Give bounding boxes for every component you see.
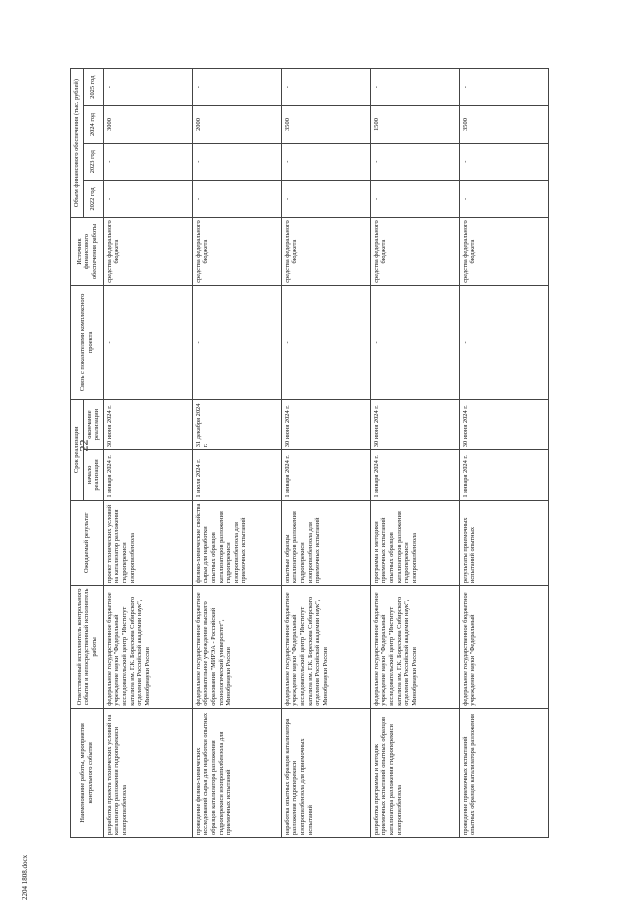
header-period: Срок реализации	[71, 399, 84, 500]
cell-2023: -	[281, 143, 370, 180]
page-number: 22	[76, 439, 91, 452]
cell-link: -	[370, 285, 459, 399]
cell-2023: -	[103, 143, 192, 180]
cell-result: физико-химические свойства сырья для наработки опытных образцов катализаторов разложения гидроперекиси изопропилбензола для приемочных испытаний	[192, 500, 281, 585]
cell-2022: -	[459, 180, 548, 217]
cell-executor: федеральное государственное бюджетное учреждение науки "Федеральный исследовательский центр "Институт катализа им. Г.К. Борескова Сибирского отделения Российской академии наук", Минобрнауки России	[370, 586, 459, 709]
header-executor: Ответственный исполнитель контрольного события и непосредственный исполнитель работы	[71, 586, 104, 709]
cell-2025: -	[281, 69, 370, 106]
cell-2023: -	[192, 143, 281, 180]
header-end: окончание реализации	[83, 399, 103, 449]
cell-result: проект технических условий на катализатор разложения гидроперекиси изопропилбензола	[103, 500, 192, 585]
cell-2023: -	[370, 143, 459, 180]
cell-end: 31 декабря 2024 г.	[192, 399, 281, 449]
table-row	[370, 69, 459, 838]
cell-2024: 1500	[370, 106, 459, 143]
cell-name: проведение приемочных испытаний опытных образцов катализатора разложения	[459, 708, 548, 837]
cell-executor: федеральное государственное бюджетное учреждение науки "Федеральный исследовательский центр "Институт катализа им. Г.К. Борескова Сибирского отделения Российской академии наук", Минобрнауки России	[281, 586, 370, 709]
cell-link: -	[192, 285, 281, 399]
cell-result: опытные образцы катализаторов разложения гидроперекиси изопропилбензола для приемочных испытаний	[281, 500, 370, 585]
cell-link: -	[281, 285, 370, 399]
cell-start: 1 июля 2024 г.	[192, 450, 281, 500]
cell-2024: 2000	[192, 106, 281, 143]
table-row	[281, 69, 370, 838]
cell-link: -	[103, 285, 192, 399]
header-2024: 2024 год	[83, 106, 103, 143]
cell-2024: 3500	[281, 106, 370, 143]
cell-executor: федеральное государственное бюджетное учреждение науки "Федеральный	[459, 586, 548, 709]
plan-table	[70, 68, 549, 838]
cell-2023: -	[459, 143, 548, 180]
cell-start: 1 января 2024 г.	[370, 450, 459, 500]
cell-end: 30 июня 2024 г.	[103, 399, 192, 449]
cell-end: 30 июня 2024 г.	[370, 399, 459, 449]
header-result: Ожидаемый результат	[71, 500, 104, 585]
cell-2024: 3500	[459, 106, 548, 143]
cell-name: разработка проекта технических условий на катализатор разложения гидроперекиси изопропилбензола	[103, 708, 192, 837]
cell-2022: -	[281, 180, 370, 217]
cell-2025: -	[192, 69, 281, 106]
cell-2022: -	[103, 180, 192, 217]
file-name: 2204 1808.docx	[21, 854, 29, 900]
header-link: Связь с показателями комплексного проекта	[71, 285, 104, 399]
cell-start: 1 января 2024 г.	[281, 450, 370, 500]
header-2022: 2022 год	[83, 180, 103, 217]
cell-source: средства федерального бюджета	[103, 218, 192, 286]
cell-name: наработка опытных образцов катализатора разложения гидроперекиси изопропилбензола для приемочных испытаний	[281, 708, 370, 837]
cell-2025: -	[103, 69, 192, 106]
cell-source: средства федерального бюджета	[192, 218, 281, 286]
cell-link: -	[459, 285, 548, 399]
header-2023: 2023 год	[83, 143, 103, 180]
header-2025: 2025 год	[83, 69, 103, 106]
cell-executor: федеральное государственное бюджетное учреждение науки "Федеральный исследовательский центр "Институт катализа им. Г.К. Борескова Сибирского отделения Российской академии наук", Минобрнауки России	[103, 586, 192, 709]
rotated-table-wrapper	[70, 68, 610, 838]
cell-source: средства федерального бюджета	[370, 218, 459, 286]
table-row	[103, 69, 192, 838]
header-name: Наименование работы, мероприятия контрольного события	[71, 708, 104, 837]
cell-result: результаты приемочных испытаний опытных	[459, 500, 548, 585]
cell-source: средства федерального бюджета	[281, 218, 370, 286]
cell-name: разработка программы и методик приемочных испытаний опытных образцов катализатора разложения гидроперекиси изопропилбензола	[370, 708, 459, 837]
cell-2025: -	[370, 69, 459, 106]
cell-executor: федеральное государственное бюджетное образовательное учреждение высшего образования "МИРЭА - Российский технологический университет", Минобрнауки России	[192, 586, 281, 709]
cell-2022: -	[192, 180, 281, 217]
header-start: начало реализации	[83, 450, 103, 500]
table-row	[192, 69, 281, 838]
cell-source: средства федерального бюджета	[459, 218, 548, 286]
cell-2024: 3000	[103, 106, 192, 143]
cell-2022: -	[370, 180, 459, 217]
table-row	[459, 69, 548, 838]
cell-end: 30 июня 2024 г.	[281, 399, 370, 449]
cell-result: программа и методики приемочных испытаний опытных образцов катализаторов разложения гидроперекиси изопропилбензола	[370, 500, 459, 585]
header-source: Источник финансового обеспечения работы	[71, 218, 104, 286]
cell-name: проведение физико-химических исследований сырья для наработки опытных образцов катализатора разложения гидроперекиси изопропилбензола для приемочных испытаний	[192, 708, 281, 837]
cell-2025: -	[459, 69, 548, 106]
header-finance: Объем финансового обеспечения (тыс. рублей)	[71, 69, 84, 218]
cell-start: 1 января 2024 г.	[459, 450, 548, 500]
cell-end: 30 июня 2024 г.	[459, 399, 548, 449]
cell-start: 1 января 2024 г.	[103, 450, 192, 500]
